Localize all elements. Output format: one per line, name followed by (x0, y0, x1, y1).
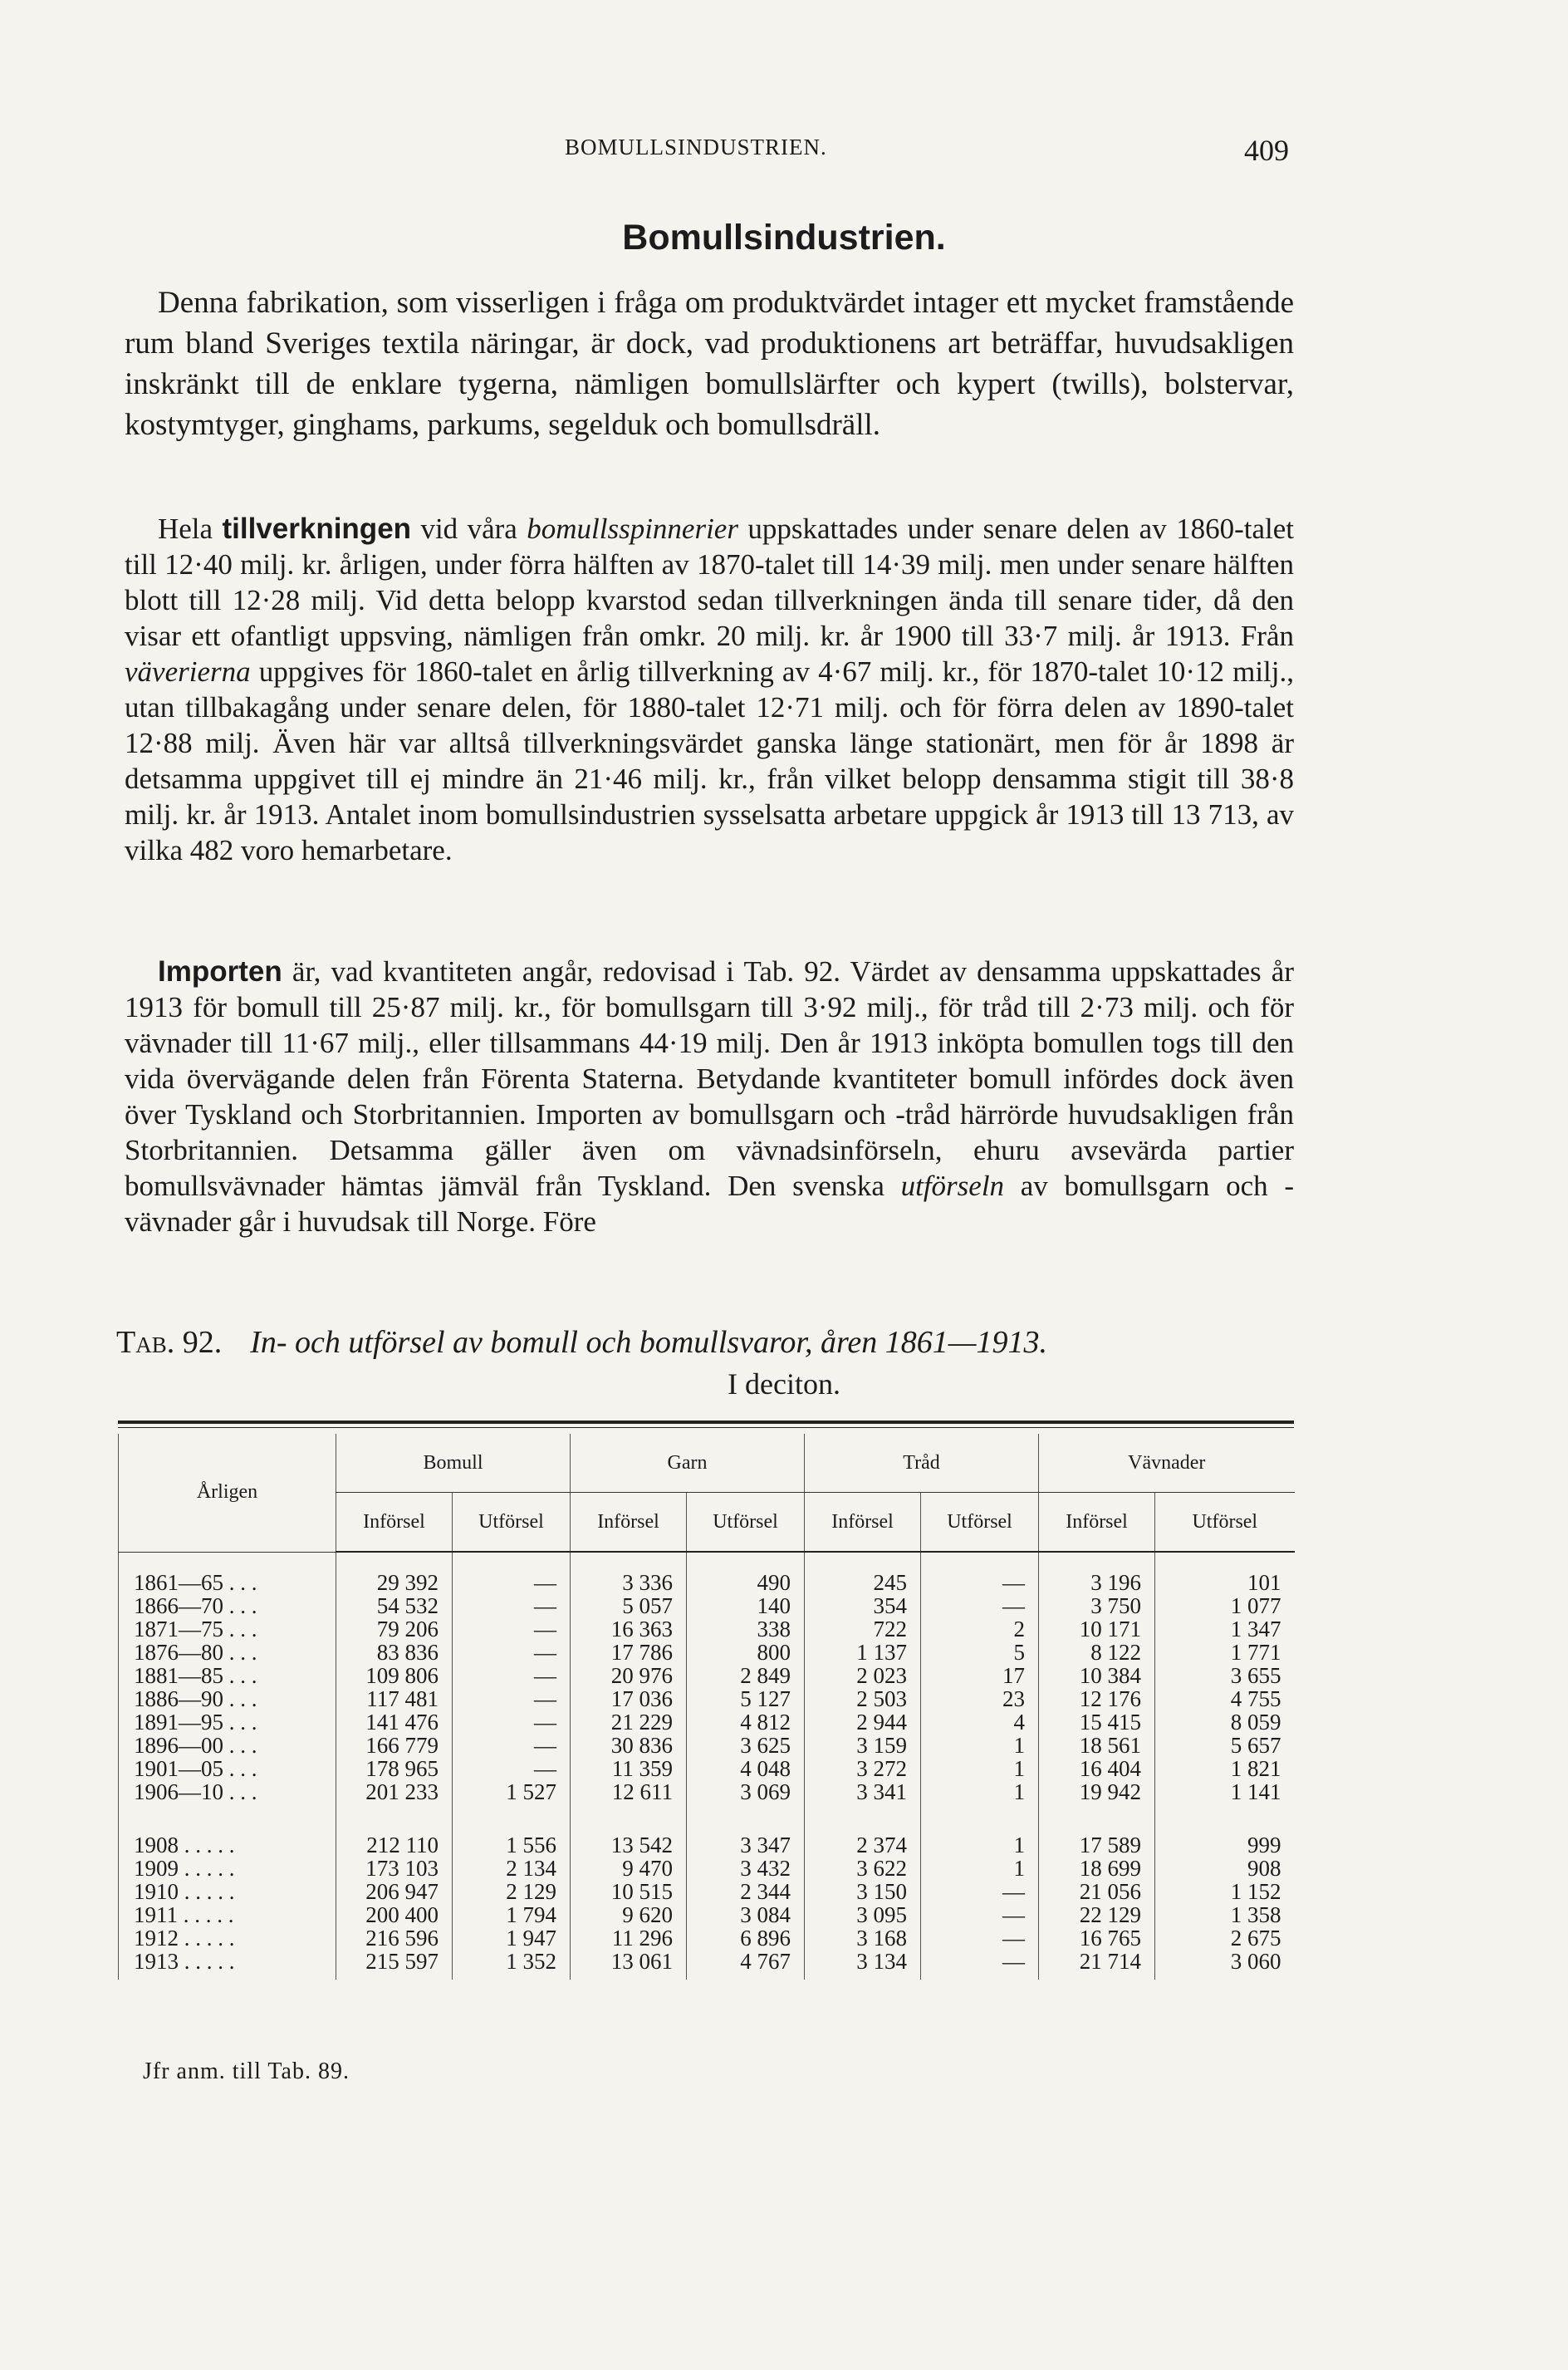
table-cell: 1 141 (1155, 1780, 1295, 1803)
table-cell: 2 344 (687, 1880, 805, 1903)
column-header: Införsel (336, 1493, 453, 1553)
table-cell: — (453, 1594, 571, 1617)
table-cell: 173 103 (336, 1857, 453, 1880)
table-caption (116, 1324, 1312, 1361)
table-cell: 15 415 (1039, 1710, 1155, 1734)
group-header: Bomull (336, 1434, 571, 1493)
table-cell: 1 556 (453, 1803, 571, 1857)
table-cell: 6 896 (687, 1926, 805, 1950)
row-label: 1901—05 . . . (119, 1757, 336, 1780)
table-cell: 3 272 (805, 1757, 921, 1780)
table-cell: 21 714 (1039, 1950, 1155, 1980)
table-unit: I deciton. (728, 1367, 840, 1401)
table-cell: 16 363 (571, 1617, 687, 1641)
table-cell: 206 947 (336, 1880, 453, 1903)
table-cell: 17 036 (571, 1687, 687, 1710)
table-cell: — (453, 1641, 571, 1664)
table-cell: — (453, 1552, 571, 1594)
table-cell: 1 (921, 1803, 1039, 1857)
table-cell: 245 (805, 1552, 921, 1594)
column-header: Utförsel (453, 1493, 571, 1553)
table-cell: — (921, 1552, 1039, 1594)
table-cell: 20 976 (571, 1664, 687, 1687)
table-cell: 8 059 (1155, 1710, 1295, 1734)
row-label: 1876—80 . . . (119, 1641, 336, 1664)
table-cell: 83 836 (336, 1641, 453, 1664)
row-label: 1908 . . . . . (119, 1803, 336, 1857)
table-label: Tab. 92. (116, 1325, 223, 1360)
text-run: vid våra (411, 513, 527, 545)
emphasis-term: Importen (158, 955, 282, 988)
row-label: 1871—75 . . . (119, 1617, 336, 1641)
table-cell: 1 947 (453, 1926, 571, 1950)
table-top-rule-thin (118, 1427, 1294, 1428)
table-cell: — (921, 1903, 1039, 1926)
table-cell: 4 (921, 1710, 1039, 1734)
row-label: 1896—00 . . . (119, 1734, 336, 1757)
table-cell: 2 023 (805, 1664, 921, 1687)
table-cell: 13 542 (571, 1803, 687, 1857)
table-cell: 23 (921, 1687, 1039, 1710)
table-cell: 3 336 (571, 1552, 687, 1594)
column-header: Införsel (1039, 1493, 1155, 1553)
table-cell: 3 750 (1039, 1594, 1155, 1617)
text-run: Hela (158, 513, 223, 545)
table-cell: 18 699 (1039, 1857, 1155, 1880)
table-cell: 5 127 (687, 1687, 805, 1710)
table-row (119, 1552, 1295, 1594)
group-header: Tråd (805, 1434, 1039, 1493)
text-run: uppskattades under senare delen av 1860-talet till 12·40 milj. kr. årligen, under förra hälften av 1870-talet till 14·39 milj. men under senare hälften blott till 12·28 milj. Vid detta belopp kvarstod sedan tillverkningen ända till senare tider, då den visar ett ofantligt uppsving, nämligen från omkr. 20 milj. kr. år 1900 till 33·7 milj. år 1913. Från (125, 513, 1295, 652)
table-cell: 3 432 (687, 1857, 805, 1880)
table-cell: 9 620 (571, 1903, 687, 1926)
table-cell: 2 944 (805, 1710, 921, 1734)
table-cell: 4 812 (687, 1710, 805, 1734)
italic-term: bomullsspinnerier (527, 513, 738, 545)
table-row (119, 1926, 1295, 1950)
table-cell: 101 (1155, 1552, 1295, 1594)
table-cell: 29 392 (336, 1552, 453, 1594)
row-label: 1881—85 . . . (119, 1664, 336, 1687)
table-cell: 4 048 (687, 1757, 805, 1780)
row-label: 1861—65 . . . (119, 1552, 336, 1594)
table-cell: 1 821 (1155, 1757, 1295, 1780)
text-run: av bomullsgarn och -vävnader går i huvudsak till Norge. Före (125, 1170, 1294, 1238)
table-cell: — (921, 1926, 1039, 1950)
table-cell: — (453, 1687, 571, 1710)
table-cell: 16 404 (1039, 1757, 1155, 1780)
table-cell: 338 (687, 1617, 805, 1641)
table-cell: — (921, 1950, 1039, 1980)
table-cell: — (453, 1664, 571, 1687)
table-cell: 3 134 (805, 1950, 921, 1980)
column-header: Införsel (571, 1493, 687, 1553)
table-cell: 109 806 (336, 1664, 453, 1687)
table-cell: 1 (921, 1857, 1039, 1880)
table-cell: 3 341 (805, 1780, 921, 1803)
table-cell: 4 767 (687, 1950, 805, 1980)
table-cell: 1 527 (453, 1780, 571, 1803)
table-cell: 10 171 (1039, 1617, 1155, 1641)
table-top-rule (118, 1421, 1294, 1424)
column-header: Utförsel (687, 1493, 805, 1553)
table-cell: 3 084 (687, 1903, 805, 1926)
table-cell: 12 611 (571, 1780, 687, 1803)
table-cell: 490 (687, 1552, 805, 1594)
paragraph-intro-text: Denna fabrikation, som visserligen i fråga om produktvärdet intager ett mycket framstående rum bland Sveriges textila näringar, är dock, vad produktionens art beträffar, huvudsakligen inskränkt till de enklare tygerna, nämligen bomullslärfter och kypert (twills), bolstervar, kostymtyger, ginghams, parkums, segelduk och bomullsdräll. (125, 286, 1294, 442)
table-cell: 17 786 (571, 1641, 687, 1664)
table-cell: 2 (921, 1617, 1039, 1641)
table-title: In- och utförsel av bomull och bomullsvaror, åren 1861—1913. (250, 1325, 1048, 1360)
table-cell: 30 836 (571, 1734, 687, 1757)
table-cell: 140 (687, 1594, 805, 1617)
table-cell: — (453, 1617, 571, 1641)
italic-term: väverierna (125, 655, 251, 688)
table-cell: 722 (805, 1617, 921, 1641)
table-cell: 11 359 (571, 1757, 687, 1780)
page-number: 409 (1244, 134, 1289, 167)
table-cell: 12 176 (1039, 1687, 1155, 1710)
group-header: Vävnader (1039, 1434, 1295, 1493)
table-cell: 4 755 (1155, 1687, 1295, 1710)
table-cell: 1 347 (1155, 1617, 1295, 1641)
table-cell: 9 470 (571, 1857, 687, 1880)
table-cell: 2 675 (1155, 1926, 1295, 1950)
table-cell: 10 515 (571, 1880, 687, 1903)
table-cell: 2 374 (805, 1803, 921, 1857)
running-head: BOMULLSINDUSTRIEN. (565, 135, 827, 159)
text-run: uppgives för 1860-talet en årlig tillverkning av 4·67 milj. kr., för 1870-talet 10·12 milj., utan tillbakagång under senare delen, för 1880-talet 12·71 milj. och för förra delen av 1890-talet 12·88 milj. Även här var alltså tillverkningsvärdet ganska länge stationärt, men för år 1898 är detsamma uppgivet till ej mindre än 21·46 milj. kr., från vilket belopp densamma stigit till 38·8 milj. kr. år 1913. Antalet inom bomullsindustrien sysselsatta arbetare uppgick år 1913 till 13 713, av vilka 482 voro hemarbetare. (125, 655, 1294, 866)
table-cell: 141 476 (336, 1710, 453, 1734)
table-cell: 5 657 (1155, 1734, 1295, 1757)
table-cell: 54 532 (336, 1594, 453, 1617)
table-row (119, 1664, 1295, 1687)
table-cell: 3 622 (805, 1857, 921, 1880)
row-label: 1891—95 . . . (119, 1710, 336, 1734)
table-cell: 1 358 (1155, 1903, 1295, 1926)
table-cell: 3 196 (1039, 1552, 1155, 1594)
table-row (119, 1617, 1295, 1641)
table-row (119, 1803, 1295, 1857)
table-row (119, 1757, 1295, 1780)
table-cell: 2 129 (453, 1880, 571, 1903)
table-cell: 17 (921, 1664, 1039, 1687)
table-cell: 8 122 (1039, 1641, 1155, 1664)
table-row (119, 1903, 1295, 1926)
table-cell: — (453, 1710, 571, 1734)
table-cell: 3 150 (805, 1880, 921, 1903)
row-label: 1911 . . . . . (119, 1903, 336, 1926)
text-run: är, vad kvantiteten angår, redovisad i Tab. 92. Värdet av densamma uppskattades år 1913 för bomull till 25·87 milj. kr., för bomullsgarn till 3·92 milj., för tråd till 2·73 milj. och för vävnader till 11·67 milj., eller tillsammans 44·19 milj. Den år 1913 inköpta bomullen togs till den vida övervägande delen från Förenta Staterna. Betydande kvantiteter bomull infördes dock även över Tyskland och Storbritannien. Importen av bomullsgarn och -tråd härrörde huvudsakligen från Storbritannien. Detsamma gäller även om vävnadsinförseln, ehuru avsevärda partier bomullsvävnader hämtas jämväl från Tyskland. Den svenska (125, 955, 1294, 1202)
table-row (119, 1710, 1295, 1734)
table-cell: 19 942 (1039, 1780, 1155, 1803)
table-row (119, 1734, 1295, 1757)
italic-term: utförseln (900, 1170, 1005, 1202)
table-cell: 1 077 (1155, 1594, 1295, 1617)
table-cell: 21 056 (1039, 1880, 1155, 1903)
paragraph-production (125, 511, 1294, 868)
table-row (119, 1594, 1295, 1617)
table-row (119, 1641, 1295, 1664)
table-note: Jfr anm. till Tab. 89. (143, 2058, 350, 2084)
column-header: Utförsel (921, 1493, 1039, 1553)
section-title: Bomullsindustrien. (622, 218, 946, 258)
row-label: 1866—70 . . . (119, 1594, 336, 1617)
table-cell: 166 779 (336, 1734, 453, 1757)
table-cell: — (453, 1734, 571, 1757)
table-cell: 3 095 (805, 1903, 921, 1926)
column-header: Utförsel (1155, 1493, 1295, 1553)
table-cell: 800 (687, 1641, 805, 1664)
table-cell: 2 849 (687, 1664, 805, 1687)
table-cell: 3 069 (687, 1780, 805, 1803)
table-cell: 18 561 (1039, 1734, 1155, 1757)
paragraph-intro (125, 282, 1294, 445)
table-cell: 3 347 (687, 1803, 805, 1857)
table-cell: 1 152 (1155, 1880, 1295, 1903)
table-cell: 999 (1155, 1803, 1295, 1857)
table-cell: 178 965 (336, 1757, 453, 1780)
table-cell: 1 352 (453, 1950, 571, 1980)
row-label: 1909 . . . . . (119, 1857, 336, 1880)
table-cell: 200 400 (336, 1903, 453, 1926)
table-cell: 1 771 (1155, 1641, 1295, 1664)
table-cell: 10 384 (1039, 1664, 1155, 1687)
table-cell: — (921, 1594, 1039, 1617)
table-cell: 3 625 (687, 1734, 805, 1757)
emphasis-term: tillverkningen (222, 513, 412, 545)
table-cell: 13 061 (571, 1950, 687, 1980)
table-row (119, 1880, 1295, 1903)
table-cell: 2 134 (453, 1857, 571, 1880)
row-header: Årligen (119, 1434, 336, 1552)
table-cell: — (453, 1757, 571, 1780)
table-cell: 5 057 (571, 1594, 687, 1617)
table-cell: 354 (805, 1594, 921, 1617)
table-cell: 1 (921, 1757, 1039, 1780)
table-body (119, 1552, 1295, 1980)
table-cell: 216 596 (336, 1926, 453, 1950)
table-cell: 21 229 (571, 1710, 687, 1734)
table-cell: 212 110 (336, 1803, 453, 1857)
row-label: 1906—10 . . . (119, 1780, 336, 1803)
table-cell: 11 296 (571, 1926, 687, 1950)
table-cell: — (921, 1880, 1039, 1903)
table-cell: 5 (921, 1641, 1039, 1664)
row-label: 1910 . . . . . (119, 1880, 336, 1903)
table-row (119, 1780, 1295, 1803)
table-cell: 908 (1155, 1857, 1295, 1880)
table-cell: 3 168 (805, 1926, 921, 1950)
table-cell: 1 137 (805, 1641, 921, 1664)
data-table (118, 1434, 1295, 1980)
table-cell: 3 060 (1155, 1950, 1295, 1980)
table-cell: 3 159 (805, 1734, 921, 1757)
table-cell: 17 589 (1039, 1803, 1155, 1857)
table-cell: 1 (921, 1734, 1039, 1757)
paragraph-import (125, 954, 1294, 1239)
table-cell: 201 233 (336, 1780, 453, 1803)
group-header: Garn (571, 1434, 805, 1493)
table-row (119, 1857, 1295, 1880)
table-cell: 79 206 (336, 1617, 453, 1641)
table-cell: 2 503 (805, 1687, 921, 1710)
table-cell: 1 (921, 1780, 1039, 1803)
column-header: Införsel (805, 1493, 921, 1553)
row-label: 1913 . . . . . (119, 1950, 336, 1980)
row-label: 1912 . . . . . (119, 1926, 336, 1950)
table-cell: 117 481 (336, 1687, 453, 1710)
row-label: 1886—90 . . . (119, 1687, 336, 1710)
table-row (119, 1950, 1295, 1980)
table-cell: 3 655 (1155, 1664, 1295, 1687)
table-cell: 215 597 (336, 1950, 453, 1980)
table-row (119, 1687, 1295, 1710)
table-cell: 16 765 (1039, 1926, 1155, 1950)
table-cell: 22 129 (1039, 1903, 1155, 1926)
table-cell: 1 794 (453, 1903, 571, 1926)
